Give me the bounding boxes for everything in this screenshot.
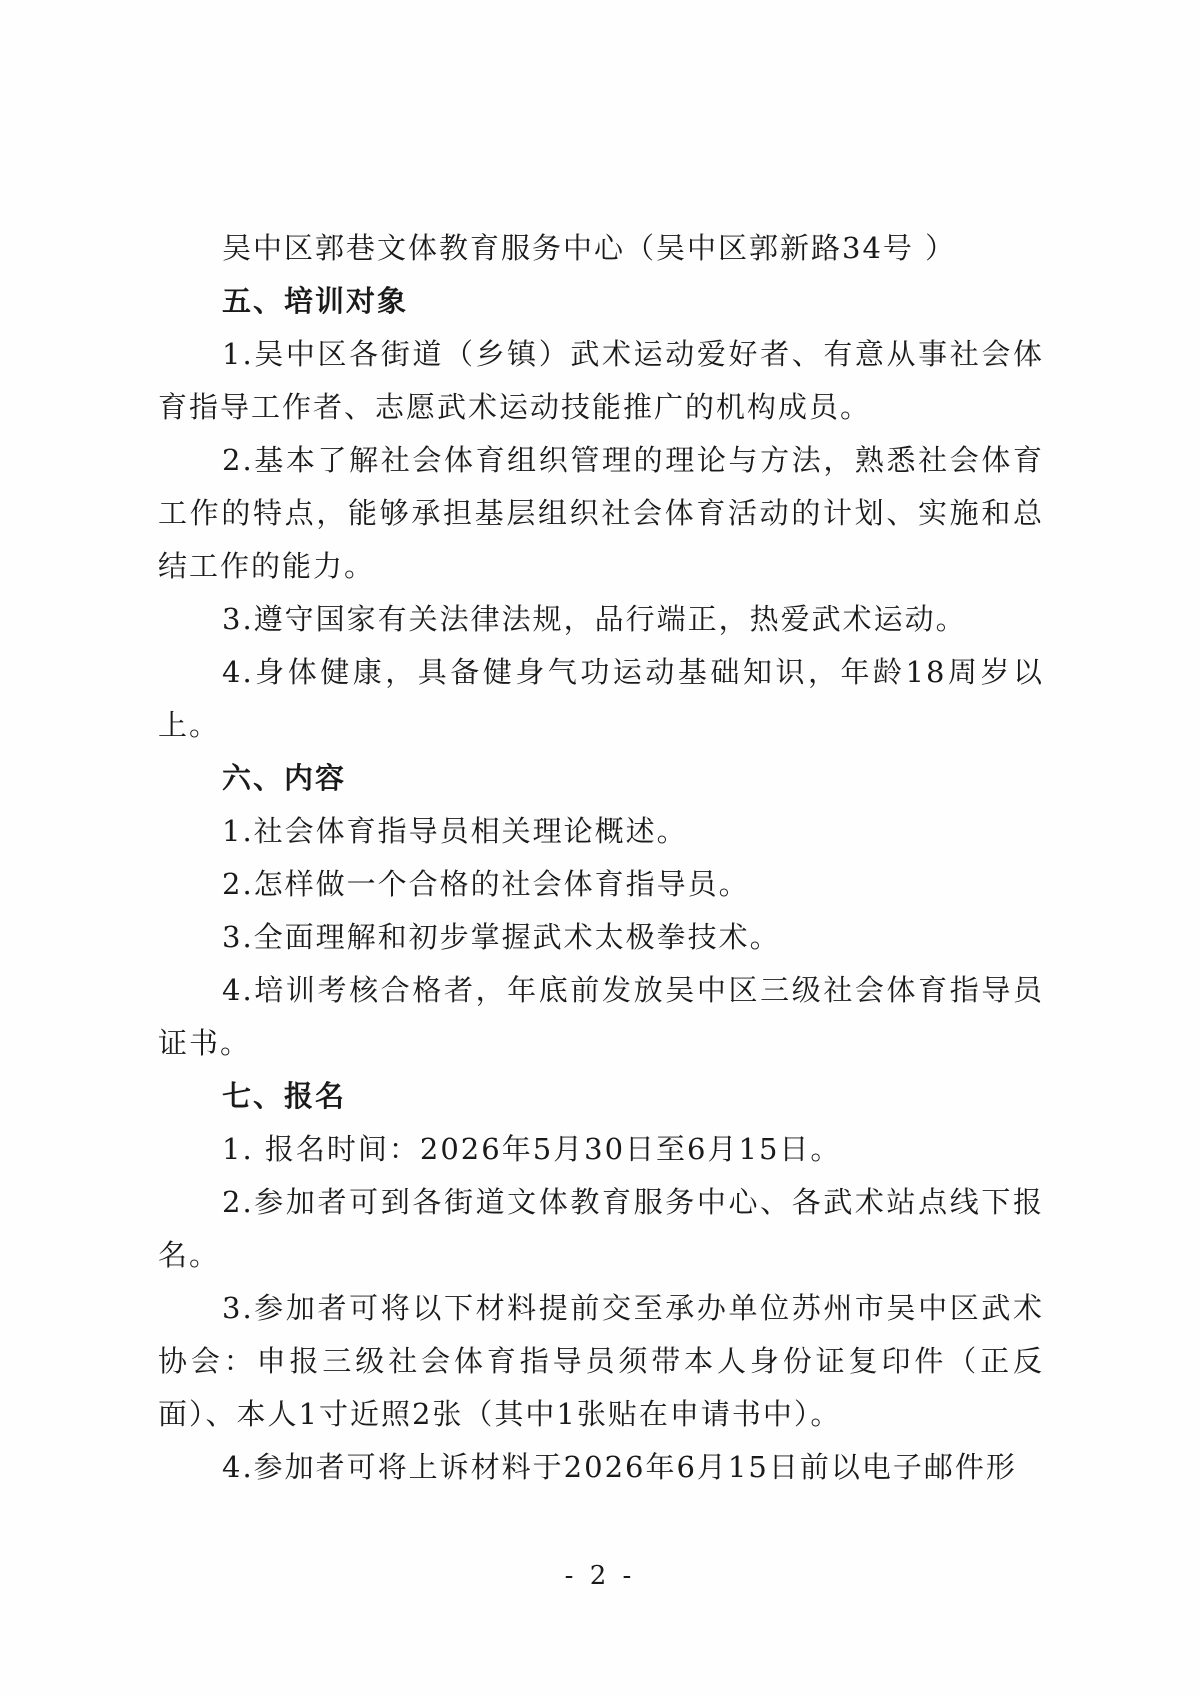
section-heading: 五、培训对象	[222, 284, 409, 318]
section-heading: 六、内容	[222, 761, 347, 795]
paragraph: 4.参加者可将上诉材料于2026年6月15日前以电子邮件形	[222, 1450, 1017, 1484]
paragraph: 吴中区郭巷文体教育服务中心（吴中区郭新路34号 ）	[222, 231, 957, 265]
page-number: - 2 -	[564, 1561, 636, 1591]
paragraph: 2.怎样做一个合格的社会体育指导员。	[222, 867, 750, 901]
paragraph: 1. 报名时间：2026年5月30日至6月15日。	[222, 1132, 842, 1166]
paragraph: 3.参加者可将以下材料提前交至承办单位苏州市吴中区武术协会：申报三级社会体育指导员须带本人身份证复印件（正反面）、本人1寸近照2张（其中1张贴在申请书中）。	[158, 1291, 1044, 1431]
paragraph: 1.社会体育指导员相关理论概述。	[222, 814, 688, 848]
document-body	[158, 222, 1044, 1494]
paragraph: 3.遵守国家有关法律法规，品行端正，热爱武术运动。	[222, 602, 967, 636]
paragraph: 1.吴中区各街道（乡镇）武术运动爱好者、有意从事社会体育指导工作者、志愿武术运动技能推广的机构成员。	[158, 337, 1044, 424]
section-heading: 七、报名	[222, 1079, 347, 1113]
paragraph: 2.基本了解社会体育组织管理的理论与方法，熟悉社会体育工作的特点，能够承担基层组织社会体育活动的计划、实施和总结工作的能力。	[158, 443, 1044, 583]
paragraph: 4.培训考核合格者，年底前发放吴中区三级社会体育指导员证书。	[158, 973, 1044, 1060]
paragraph: 2.参加者可到各街道文体教育服务中心、各武术站点线下报名。	[158, 1185, 1044, 1272]
paragraph: 3.全面理解和初步掌握武术太极拳技术。	[222, 920, 781, 954]
paragraph: 4.身体健康，具备健身气功运动基础知识，年龄18周岁以上。	[158, 655, 1044, 742]
